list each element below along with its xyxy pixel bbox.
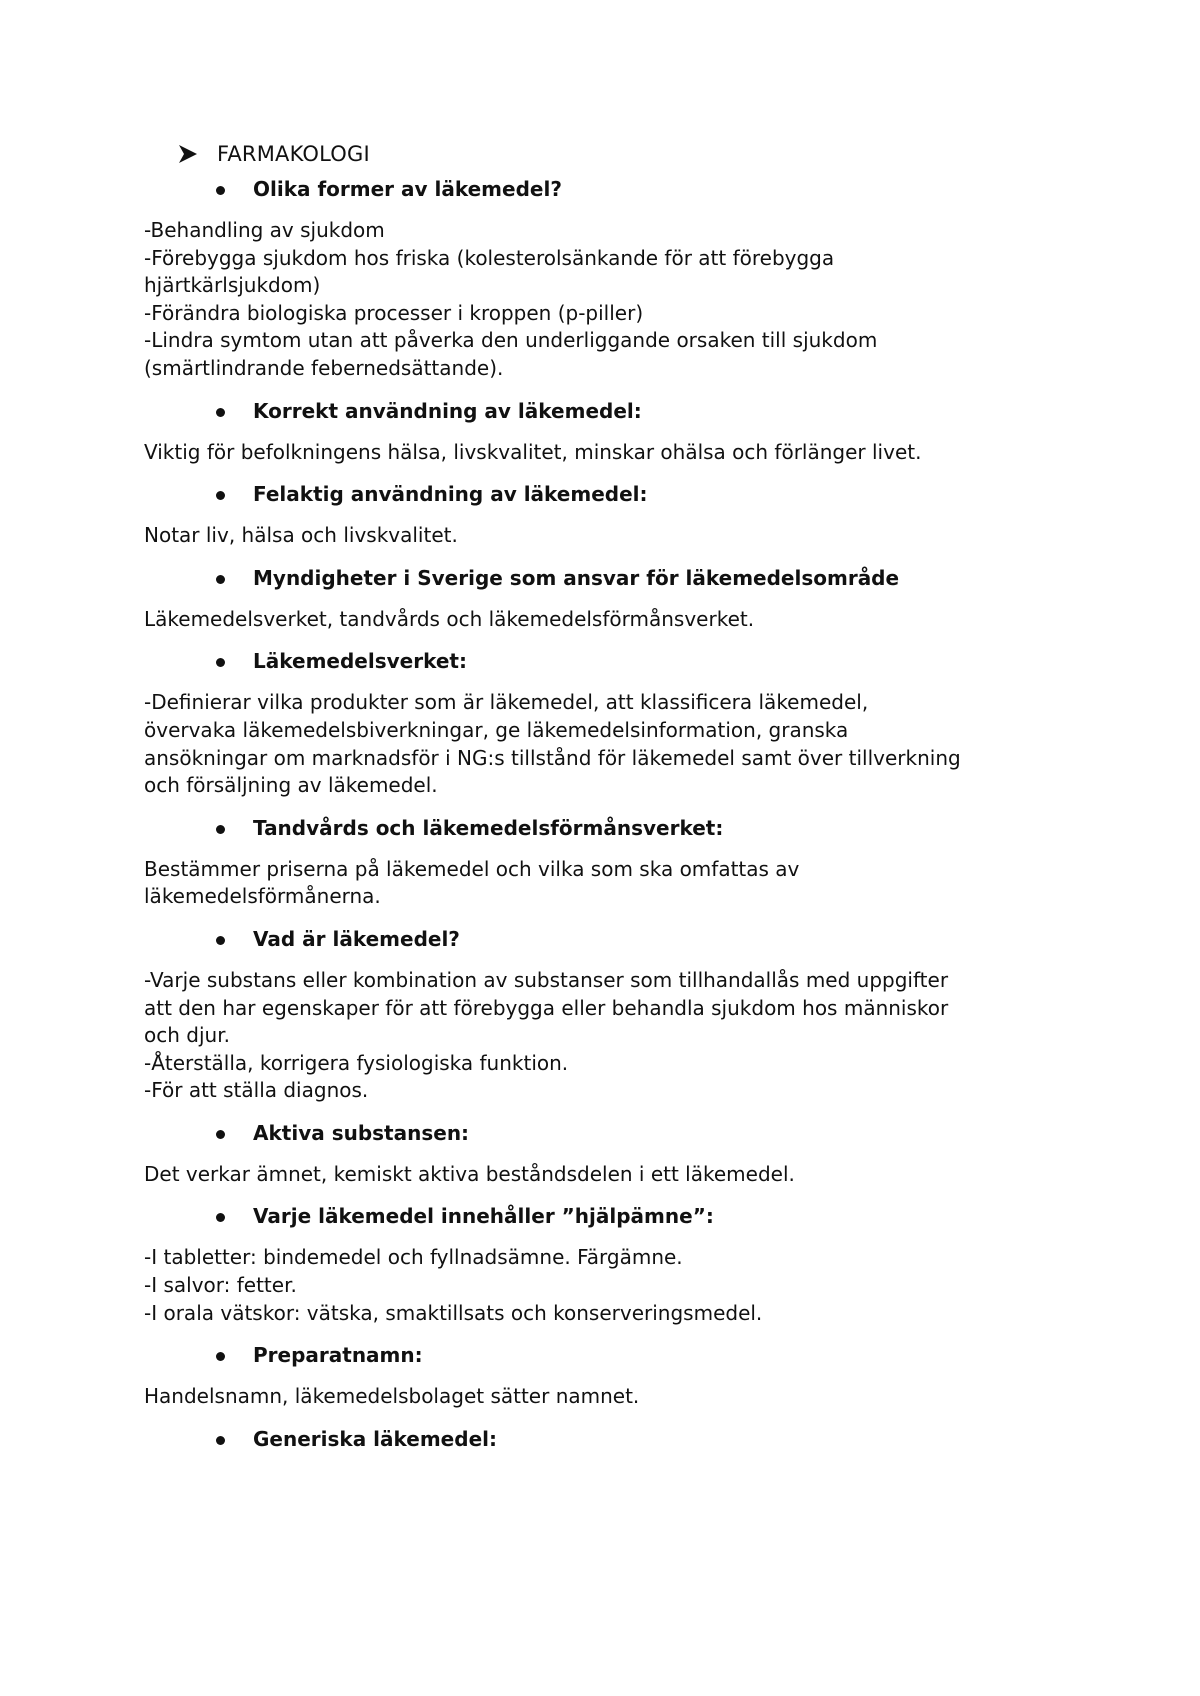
bullet-dot-icon [216,1213,225,1222]
section [144,172,1074,383]
bullet-dot-icon [216,186,225,195]
body-text-line: Det verkar ämnet, kemiskt aktiva beståndsdelen i ett läkemedel. [144,1161,795,1186]
body-text-line: övervaka läkemedelsbiverkningar, ge läkemedelsinformation, granska [144,717,849,742]
bullet-heading-text: Korrekt användning av läkemedel: [253,398,642,423]
body-text-line: -Definierar vilka produkter som är läkemedel, att klassificera läkemedel, [144,690,869,715]
bullet-heading-text: Läkemedelsverket: [253,649,467,674]
section [144,1199,1074,1327]
section [144,1338,1074,1411]
bullet-heading [144,394,1074,428]
section [144,561,1074,634]
bullet-dot-icon [216,1352,225,1361]
body-paragraph [144,856,1074,911]
bullet-heading [144,1116,1074,1150]
body-text-line: -Varje substans eller kombination av substanser som tillhandallås med uppgifter [144,967,949,992]
bullet-heading [144,561,1074,595]
body-text-line: -Förändra biologiska processer i kroppen (p-piller) [144,300,644,325]
body-paragraph [144,967,1074,1105]
bullet-heading [144,1422,1074,1456]
body-text-line: -I orala vätskor: vätska, smaktillsats och konserveringsmedel. [144,1300,763,1325]
body-text-line: (smärtlindrande febernedsättande). [144,355,504,380]
bullet-heading [144,477,1074,511]
body-text-line: -Återställa, korrigera fysiologiska funktion. [144,1050,569,1075]
bullet-heading [144,1199,1074,1233]
body-text-line: hjärtkärlsjukdom) [144,273,321,298]
section [144,644,1074,799]
bullet-heading-text: Aktiva substansen: [253,1120,470,1145]
body-text-line: -För att ställa diagnos. [144,1078,369,1103]
body-text-line: och djur. [144,1023,230,1048]
bullet-heading [144,811,1074,845]
body-text-line: -I tabletter: bindemedel och fyllnadsämne. Färgämne. [144,1245,683,1270]
body-paragraph [144,522,1074,550]
bullet-heading-text: Varje läkemedel innehåller ”hjälpämne”: [253,1204,714,1229]
bullet-dot-icon [216,658,225,667]
body-text-line: och försäljning av läkemedel. [144,773,438,798]
body-paragraph [144,1161,1074,1189]
body-paragraph [144,217,1074,383]
arrowhead-bullet-icon [178,144,198,164]
bullet-heading-text: Olika former av läkemedel? [253,177,562,201]
body-text-line: -Lindra symtom utan att påverka den underliggande orsaken till sjukdom [144,328,878,353]
body-text-line: läkemedelsförmånerna. [144,884,381,909]
bullet-dot-icon [216,936,225,945]
bullet-heading-text: Generiska läkemedel: [253,1426,497,1451]
document-page [144,137,1074,1467]
section [144,477,1074,550]
body-text-line: Notar liv, hälsa och livskvalitet. [144,523,458,548]
body-paragraph [144,439,1074,467]
section [144,811,1074,911]
bullet-dot-icon [216,491,225,500]
bullet-dot-icon [216,408,225,417]
body-paragraph [144,689,1074,799]
bullet-heading [144,644,1074,678]
body-text-line: att den har egenskaper för att förebygga eller behandla sjukdom hos människor [144,995,949,1020]
bullet-heading [144,172,1074,206]
bullet-heading-text: Tandvårds och läkemedelsförmånsverket: [253,815,724,840]
body-text-line: -Förebygga sjukdom hos friska (kolesterolsänkande för att förebygga [144,245,835,270]
section [144,394,1074,467]
body-text-line: -Behandling av sjukdom [144,218,385,242]
bullet-dot-icon [216,575,225,584]
bullet-heading [144,1338,1074,1372]
body-text-line: Handelsnamn, läkemedelsbolaget sätter namnet. [144,1384,640,1409]
section [144,1422,1074,1467]
bullet-dot-icon [216,1436,225,1445]
bullet-dot-icon [216,825,225,834]
bullet-heading-text: Preparatnamn: [253,1343,423,1368]
bullet-heading-text: Felaktig användning av läkemedel: [253,482,648,507]
bullet-heading-text: Myndigheter i Sverige som ansvar för läkemedelsområde [253,565,900,590]
body-text-line: Läkemedelsverket, tandvårds och läkemedelsförmånsverket. [144,606,755,631]
section-heading [144,137,1074,171]
sections-container [144,172,1074,1467]
body-paragraph [144,606,1074,634]
bullet-heading [144,922,1074,956]
body-paragraph [144,1244,1074,1327]
body-text-line: Viktig för befolkningens hälsa, livskvalitet, minskar ohälsa och förlänger livet. [144,439,922,464]
heading-text: FARMAKOLOGI [217,142,370,166]
section [144,922,1074,1105]
body-text-line: ansökningar om marknadsför i NG:s tillstånd för läkemedel samt över tillverkning [144,745,961,770]
body-text-line: -I salvor: fetter. [144,1273,297,1298]
bullet-dot-icon [216,1130,225,1139]
section [144,1116,1074,1189]
bullet-heading-text: Vad är läkemedel? [253,926,460,951]
body-paragraph [144,1383,1074,1411]
body-text-line: Bestämmer priserna på läkemedel och vilka som ska omfattas av [144,856,800,881]
